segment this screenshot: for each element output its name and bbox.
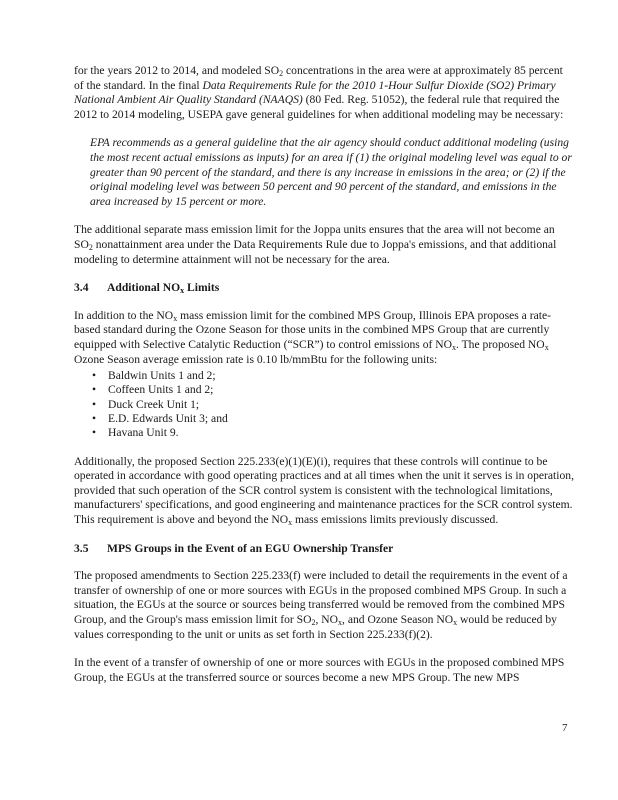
- paragraph-new-mps-group: In the event of a transfer of ownership of one or more sources with EGUs in the proposed combined MPS Group, the EGUs at the transferred source or sources become a new MPS Group. The new MPS: [74, 656, 565, 684]
- page-number: 7: [562, 722, 568, 734]
- paragraph-nox-rate-standard: In addition to the $NO_x$ mass emission limit for the combined MPS Group, Illinois EPA proposes a rate-based standard during the Ozone Season for those units in the combined MPS Group that are currently equipped with Selective Catalytic Reduction (“SCR”) to control emissions of $NO_x$. The proposed $NO_x$ Ozone Season average emission rate is 0.10 lb/mmBtu for the following units:: [74, 308, 551, 366]
- paragraph-scr-operation: Additionally, the proposed Section 225.233(e)(1)(E)(i), requires that these controls will continue to be operated in accordance with good operating practices and at all times when the unit it serves is in operation, provided that such operation of the SCR control system is consistent with the technological limitations, manufacturers' specifications, and good engineering and maintenance practices for the SCR control system. This requirement is above and beyond the $NO_x$ mass emissions limits previously discussed.: [74, 454, 574, 527]
- section-3-5-heading: [74, 542, 574, 557]
- section-number: 3.4: [74, 281, 89, 295]
- list-item: • Baldwin Units 1 and 2;: [96, 369, 574, 383]
- list-item: • Havana Unit 9.: [96, 426, 574, 440]
- list-item: • E.D. Edwards Unit 3; and: [96, 412, 574, 426]
- list-item: • Duck Creek Unit 1;: [96, 398, 574, 412]
- paragraph-data-requirements-rule: for the years 2012 to 2014, and modeled $SO_2$ concentrations in the area were at approximately 85 percent of the standard. In the final Data Requirements Rule for the 2010 1-Hour Sulfur Dioxide (SO2) Primary National Ambient Air Quality Standard (NAAQS) (80 Fed. Reg. 51052), the federal rule that required the 2012 to 2014 modeling, USEPA gave general guidelines for when additional modeling may be necessary:: [74, 64, 564, 121]
- section-title: Additional $NO_x$ Limits: [107, 281, 220, 296]
- paragraph-joppa-limit: The additional separate mass emission limit for the Joppa units ensures that the area will not become an $SO_2$ nonattainment area under the Data Requirements Rule due to Joppa's emissions, and that additional modeling to determine attainment will not be necessary for the area.: [74, 223, 557, 266]
- scr-units-list: [74, 369, 574, 440]
- list-item: • Coffeen Units 1 and 2;: [96, 383, 574, 397]
- epa-guideline-quote: EPA recommends as a general guideline that the air agency should conduct additional modeling (using the most recent actual emissions as inputs) for an area if (1) the original modeling level was equal to or greater than 90 percent of the standard, and there is any increase in emissions in the area; or (2) if the original modeling level was between 50 percent and 90 percent of the standard, and emissions in the area increased by 15 percent or more.: [90, 136, 572, 208]
- section-number: 3.5: [74, 541, 89, 555]
- paragraph-ownership-transfer: The proposed amendments to Section 225.233(f) were included to detail the requirements in the event of a transfer of ownership of one or more sources with EGUs in the proposed combined MPS Group. In such a situation, the EGUs at the source or sources being transferred would be removed from the combined MPS Group, and the Group's mass emission limit for $SO_2$, $NO_x$, and Ozone Season $NO_x$ would be reduced by values corresponding to the unit or units as set forth in Section 225.233(f)(2).: [74, 569, 568, 641]
- section-3-4-heading: [74, 281, 574, 296]
- document-page: [74, 64, 574, 699]
- section-title: MPS Groups in the Event of an EGU Ownership Transfer: [107, 541, 394, 555]
